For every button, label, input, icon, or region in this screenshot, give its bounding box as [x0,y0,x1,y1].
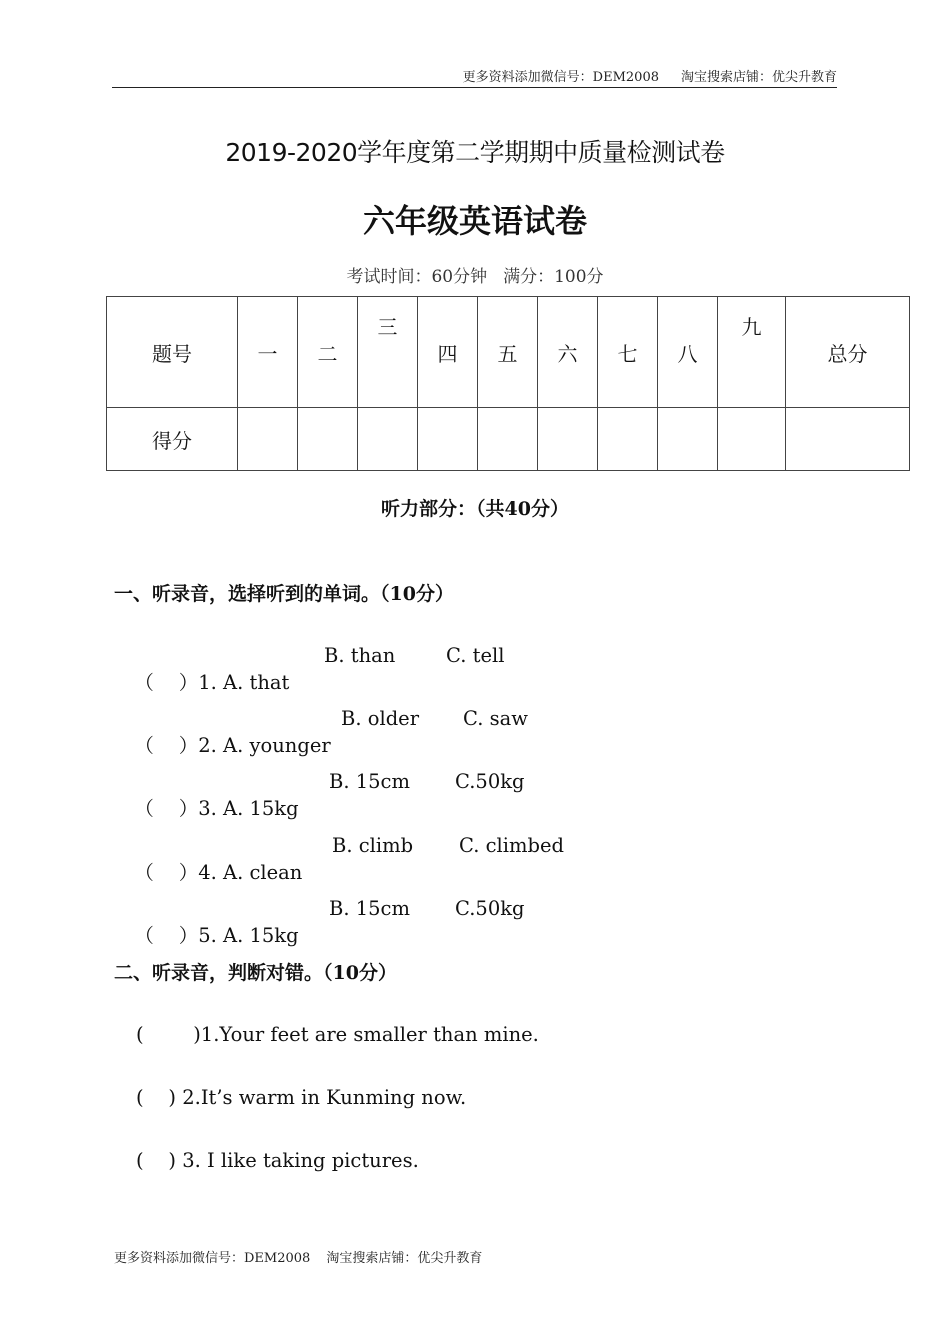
col-7: 七 [598,297,658,408]
total-label: 总分 [786,297,910,408]
option-c: C.50kg [455,770,525,793]
listening-heading: 听力部分：（共40分） [381,498,569,520]
col-4: 四 [418,297,478,408]
col-5: 五 [478,297,538,408]
exam-time: 考试时间：60分钟 [346,267,488,287]
score-cell [418,408,478,471]
header-taobao: 淘宝搜索店铺：优尖升教育 [680,70,837,85]
question-prefix: （ ）3. A. 15kg [134,797,299,820]
page-header [112,66,837,88]
option-b: B. than [324,644,396,667]
col-3: 三 [358,297,418,408]
col-9: 九 [718,297,786,408]
footer-taobao: 淘宝搜索店铺：优尖升教育 [326,1251,483,1266]
col-1: 一 [238,297,298,408]
col-6: 六 [538,297,598,408]
exam-full-score: 满分：100分 [503,267,604,287]
part2-question-2: ( ) 2.It’s warm in Kunming now. [136,1086,467,1109]
question-prefix: （ ）4. A. clean [134,861,303,884]
question-prefix: （ ）1. A. that [134,671,290,694]
page-footer [114,1247,482,1266]
exam-title: 2019-2020学年度第二学期期中质量检测试卷 [225,138,725,167]
part1-title: 一、听录音，选择听到的单词。（10分） [114,583,454,605]
col-8: 八 [658,297,718,408]
score-label: 得分 [107,408,238,471]
exam-meta [0,262,950,287]
part2-question-3: ( ) 3. I like taking pictures. [136,1149,419,1172]
option-b: B. older [341,707,420,730]
score-cell [538,408,598,471]
option-b: B. 15cm [329,770,410,793]
score-table-score-row [107,408,910,471]
score-cell [238,408,298,471]
score-cell [718,408,786,471]
option-c: C. saw [463,707,528,730]
part2-title: 二、听录音，判断对错。（10分） [114,962,397,984]
score-cell [786,408,910,471]
option-b: B. climb [332,834,414,857]
option-c: C. tell [446,644,505,667]
score-cell [298,408,358,471]
footer-wechat: 更多资料添加微信号：DEM2008 [114,1251,311,1266]
score-cell [358,408,418,471]
score-table-header-row [107,297,910,408]
score-cell [478,408,538,471]
score-cell [598,408,658,471]
score-cell [658,408,718,471]
exam-subtitle: 六年级英语试卷 [362,202,587,240]
option-b: B. 15cm [329,897,410,920]
question-number-label: 题号 [107,297,238,408]
header-wechat: 更多资料添加微信号：DEM2008 [462,70,659,85]
score-table [106,296,910,471]
question-prefix: （ ）2. A. younger [134,734,331,757]
option-c: C. climbed [459,834,565,857]
question-prefix: （ ）5. A. 15kg [134,924,299,947]
part2-question-1: ( )1.Your feet are smaller than mine. [136,1023,539,1046]
col-2: 二 [298,297,358,408]
option-c: C.50kg [455,897,525,920]
